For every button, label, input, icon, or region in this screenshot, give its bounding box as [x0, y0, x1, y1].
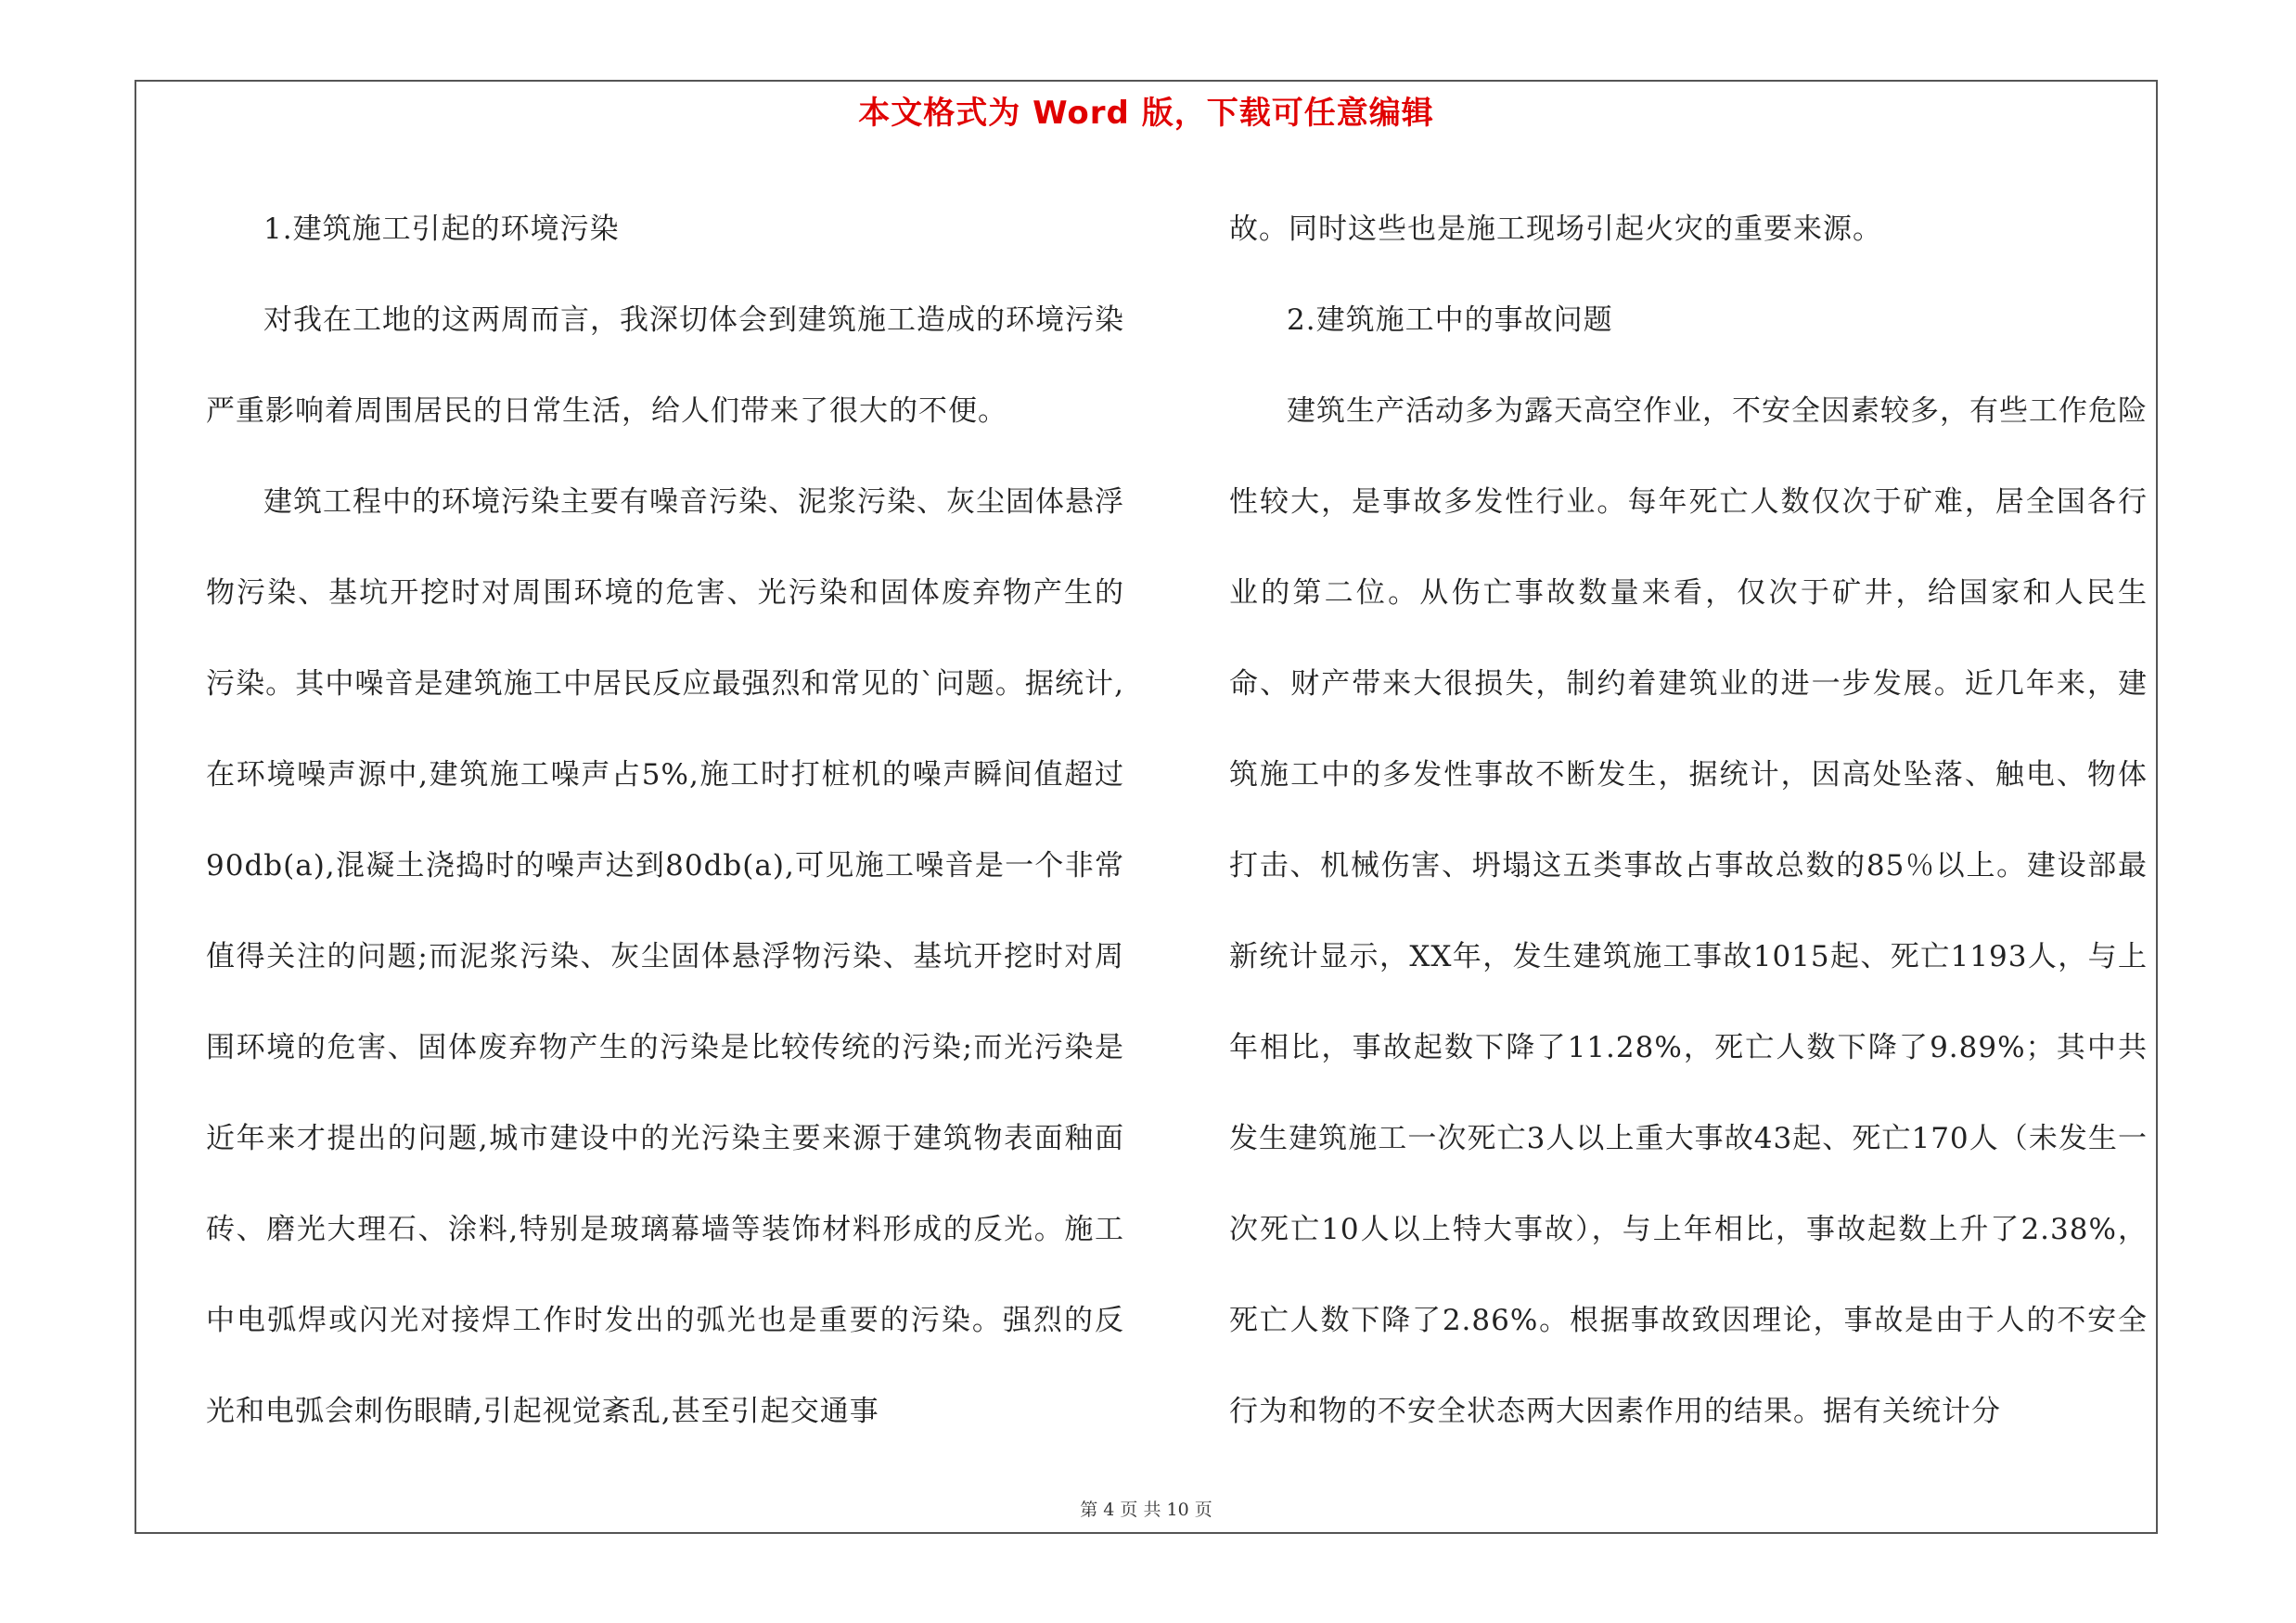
- format-banner: 本文格式为 Word 版，下载可任意编辑: [858, 95, 1434, 132]
- section-heading-2: 2.建筑施工中的事故问题: [1287, 303, 1613, 337]
- paragraph: 对我在工地的这两周而言，我深切体会到建筑施工造成的环境污染严重影响着周围居民的日常生活，给人们带来了很大的不便。: [206, 303, 1124, 428]
- paragraph: 建筑工程中的环境污染主要有噪音污染、泥浆污染、灰尘固体悬浮物污染、基坑开挖时对周围环境的危害、光污染和固体废弃物产生的污染。其中噪音是建筑施工中居民反应最强烈和常见的`问题。据统计,在环境噪声源中,建筑施工噪声占5%,施工时打桩机的噪声瞬间值超过90db(a),混凝土浇捣时的噪声达到80db(a),可见施工噪音是一个非常值得关注的问题;而泥浆污染、灰尘固体悬浮物污染、基坑开挖时对周围环境的危害、固体废弃物产生的污染是比较传统的污染;而光污染是近年来才提出的问题,城市建设中的光污染主要来源于建筑物表面釉面砖、磨光大理石、涂料,特别是玻璃幕墙等装饰材料形成的反光。施工中电弧焊或闪光对接焊工作时发出的弧光也是重要的污染。强烈的反光和电弧会刺伤眼睛,引起视觉紊乱,甚至引起交通事: [206, 485, 1124, 1428]
- left-column: [206, 184, 1124, 1457]
- section-heading-1: 1.建筑施工引起的环境污染: [263, 213, 620, 246]
- paragraph-continuation: 故。同时这些也是施工现场引起火灾的重要来源。: [1229, 213, 1882, 246]
- right-column: [1229, 184, 2148, 1457]
- page-number: 第 4 页 共 10 页: [1080, 1500, 1212, 1520]
- paragraph: 建筑生产活动多为露天高空作业，不安全因素较多，有些工作危险性较大，是事故多发性行业。每年死亡人数仅次于矿难，居全国各行业的第二位。从伤亡事故数量来看，仅次于矿井，给国家和人民生命、财产带来大很损失，制约着建筑业的进一步发展。近几年来，建筑施工中的多发性事故不断发生，据统计，因高处坠落、触电、物体打击、机械伤害、坍塌这五类事故占事故总数的85％以上。建设部最新统计显示，XX年，发生建筑施工事故1015起、死亡1193人，与上年相比，事故起数下降了11.28%，死亡人数下降了9.89%；其中共发生建筑施工一次死亡3人以上重大事故43起、死亡170人（未发生一次死亡10人以上特大事故），与上年相比，事故起数上升了2.38%，死亡人数下降了2.86%。根据事故致因理论，事故是由于人的不安全行为和物的不安全状态两大因素作用的结果。据有关统计分: [1229, 394, 2148, 1428]
